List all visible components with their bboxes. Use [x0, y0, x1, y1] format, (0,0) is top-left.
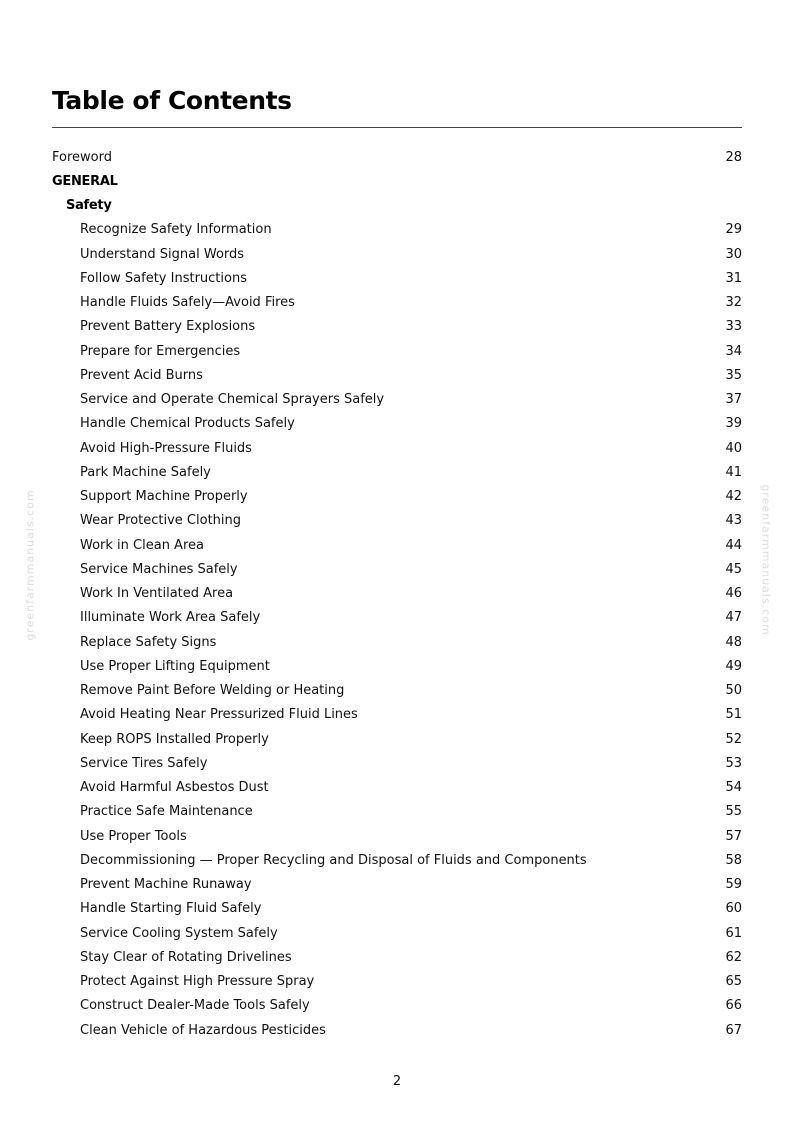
toc-entry[interactable] — [52, 873, 742, 897]
toc-entry-page: 58 — [725, 852, 742, 868]
toc-entry-label: Support Machine Properly — [80, 489, 248, 505]
toc-entry[interactable] — [52, 727, 742, 751]
toc-entry-label: Prevent Battery Explosions — [80, 319, 256, 335]
toc-entry-label: GENERAL — [52, 173, 118, 189]
toc-entry-label: Foreword — [52, 149, 112, 165]
toc-entry[interactable] — [52, 145, 742, 169]
toc-entry-page: 31 — [725, 270, 742, 286]
toc-entry-page: 29 — [725, 222, 742, 238]
toc-entry-label: Remove Paint Before Welding or Heating — [80, 683, 345, 699]
toc-entry-label: Follow Safety Instructions — [80, 270, 247, 286]
watermark-right: greenfarmmanuals.com — [759, 484, 773, 636]
toc-entry-page: 28 — [725, 149, 742, 165]
toc-entry-label: Recognize Safety Information — [80, 222, 272, 238]
toc-entry-label: Service and Operate Chemical Sprayers Safely — [80, 392, 385, 408]
toc-entry-page: 52 — [725, 731, 742, 747]
toc-entry-label: Prepare for Emergencies — [80, 343, 241, 359]
toc-entry[interactable] — [52, 363, 742, 387]
toc-entry-page: 51 — [725, 707, 742, 723]
toc-entry-page: 46 — [725, 586, 742, 602]
toc-entry-label: Wear Protective Clothing — [80, 513, 242, 529]
toc-entry[interactable] — [52, 460, 742, 484]
toc-entry[interactable] — [52, 824, 742, 848]
toc-entry[interactable] — [52, 242, 742, 266]
toc-entry-label: Understand Signal Words — [80, 246, 245, 262]
watermark-left: greenfarmmanuals.com — [23, 489, 37, 641]
toc-entry-page: 33 — [725, 319, 742, 335]
toc-entry-page: 30 — [725, 246, 742, 262]
toc-heading — [52, 169, 742, 193]
toc-list — [52, 145, 742, 1042]
toc-entry[interactable] — [52, 509, 742, 533]
toc-entry[interactable] — [52, 897, 742, 921]
toc-entry-label: Keep ROPS Installed Properly — [80, 731, 269, 747]
toc-entry-label: Clean Vehicle of Hazardous Pesticides — [80, 1022, 326, 1038]
toc-entry-label: Use Proper Lifting Equipment — [80, 658, 270, 674]
toc-entry[interactable] — [52, 315, 742, 339]
toc-entry-label: Decommissioning — Proper Recycling and Disposal of Fluids and Components — [80, 852, 587, 868]
toc-entry[interactable] — [52, 921, 742, 945]
toc-entry-page: 61 — [725, 925, 742, 941]
toc-entry-label: Avoid Heating Near Pressurized Fluid Lines — [80, 707, 358, 723]
toc-entry-page: 40 — [725, 440, 742, 456]
toc-entry-page: 53 — [725, 755, 742, 771]
toc-entry-label: Handle Chemical Products Safely — [80, 416, 295, 432]
toc-entry[interactable] — [52, 218, 742, 242]
toc-entry[interactable] — [52, 1018, 742, 1042]
toc-entry-label: Use Proper Tools — [80, 828, 187, 844]
toc-entry-label: Construct Dealer-Made Tools Safely — [80, 998, 310, 1014]
toc-entry-page: 65 — [725, 974, 742, 990]
toc-entry-label: Service Cooling System Safely — [80, 925, 278, 941]
toc-entry-label: Illuminate Work Area Safely — [80, 610, 261, 626]
toc-entry-page: 54 — [725, 780, 742, 796]
toc-entry[interactable] — [52, 388, 742, 412]
toc-entry-page: 59 — [725, 877, 742, 893]
title-divider — [52, 127, 742, 128]
toc-entry[interactable] — [52, 703, 742, 727]
toc-entry-page: 57 — [725, 828, 742, 844]
toc-entry-label: Service Machines Safely — [80, 561, 238, 577]
toc-entry-label: Avoid High-Pressure Fluids — [80, 440, 252, 456]
toc-entry-label: Prevent Machine Runaway — [80, 877, 252, 893]
toc-entry[interactable] — [52, 751, 742, 775]
toc-entry[interactable] — [52, 339, 742, 363]
page-title: Table of Contents — [52, 86, 292, 115]
toc-entry[interactable] — [52, 945, 742, 969]
toc-entry-page: 35 — [725, 367, 742, 383]
toc-entry[interactable] — [52, 630, 742, 654]
toc-entry[interactable] — [52, 436, 742, 460]
toc-entry-page: 49 — [725, 658, 742, 674]
toc-entry[interactable] — [52, 994, 742, 1018]
toc-entry[interactable] — [52, 533, 742, 557]
toc-entry[interactable] — [52, 485, 742, 509]
toc-entry-label: Protect Against High Pressure Spray — [80, 974, 315, 990]
toc-entry-page: 60 — [725, 901, 742, 917]
toc-entry-page: 55 — [725, 804, 742, 820]
toc-entry-page: 34 — [725, 343, 742, 359]
toc-entry-page: 37 — [725, 392, 742, 408]
toc-entry[interactable] — [52, 582, 742, 606]
toc-entry-label: Work In Ventilated Area — [80, 586, 234, 602]
toc-entry-label: Practice Safe Maintenance — [80, 804, 253, 820]
toc-entry[interactable] — [52, 557, 742, 581]
toc-entry[interactable] — [52, 776, 742, 800]
toc-entry-page: 42 — [725, 489, 742, 505]
toc-entry[interactable] — [52, 654, 742, 678]
toc-entry[interactable] — [52, 606, 742, 630]
toc-entry[interactable] — [52, 800, 742, 824]
toc-entry-label: Park Machine Safely — [80, 464, 211, 480]
toc-entry-page: 67 — [725, 1022, 742, 1038]
toc-entry-page: 48 — [725, 634, 742, 650]
toc-entry[interactable] — [52, 679, 742, 703]
toc-heading — [52, 194, 742, 218]
toc-entry-page: 44 — [725, 537, 742, 553]
toc-entry-page: 47 — [725, 610, 742, 626]
toc-entry-label: Prevent Acid Burns — [80, 367, 203, 383]
toc-entry[interactable] — [52, 848, 742, 872]
toc-entry-page: 66 — [725, 998, 742, 1014]
toc-entry-label: Handle Fluids Safely—Avoid Fires — [80, 295, 295, 311]
toc-entry-label: Avoid Harmful Asbestos Dust — [80, 780, 269, 796]
toc-entry-label: Service Tires Safely — [80, 755, 208, 771]
toc-entry-label: Work in Clean Area — [80, 537, 204, 553]
toc-entry-label: Replace Safety Signs — [80, 634, 217, 650]
toc-entry[interactable] — [52, 970, 742, 994]
toc-entry-page: 45 — [725, 561, 742, 577]
toc-entry-page: 50 — [725, 683, 742, 699]
toc-entry[interactable] — [52, 291, 742, 315]
toc-entry-page: 62 — [725, 949, 742, 965]
toc-entry-label: Safety — [66, 198, 112, 214]
toc-entry-page: 39 — [725, 416, 742, 432]
toc-entry[interactable] — [52, 266, 742, 290]
toc-entry-page: 41 — [725, 464, 742, 480]
toc-entry-label: Handle Starting Fluid Safely — [80, 901, 262, 917]
toc-entry[interactable] — [52, 412, 742, 436]
toc-entry-page: 43 — [725, 513, 742, 529]
toc-entry-page: 32 — [725, 295, 742, 311]
toc-entry-label: Stay Clear of Rotating Drivelines — [80, 949, 292, 965]
page-number: 2 — [392, 1074, 402, 1089]
